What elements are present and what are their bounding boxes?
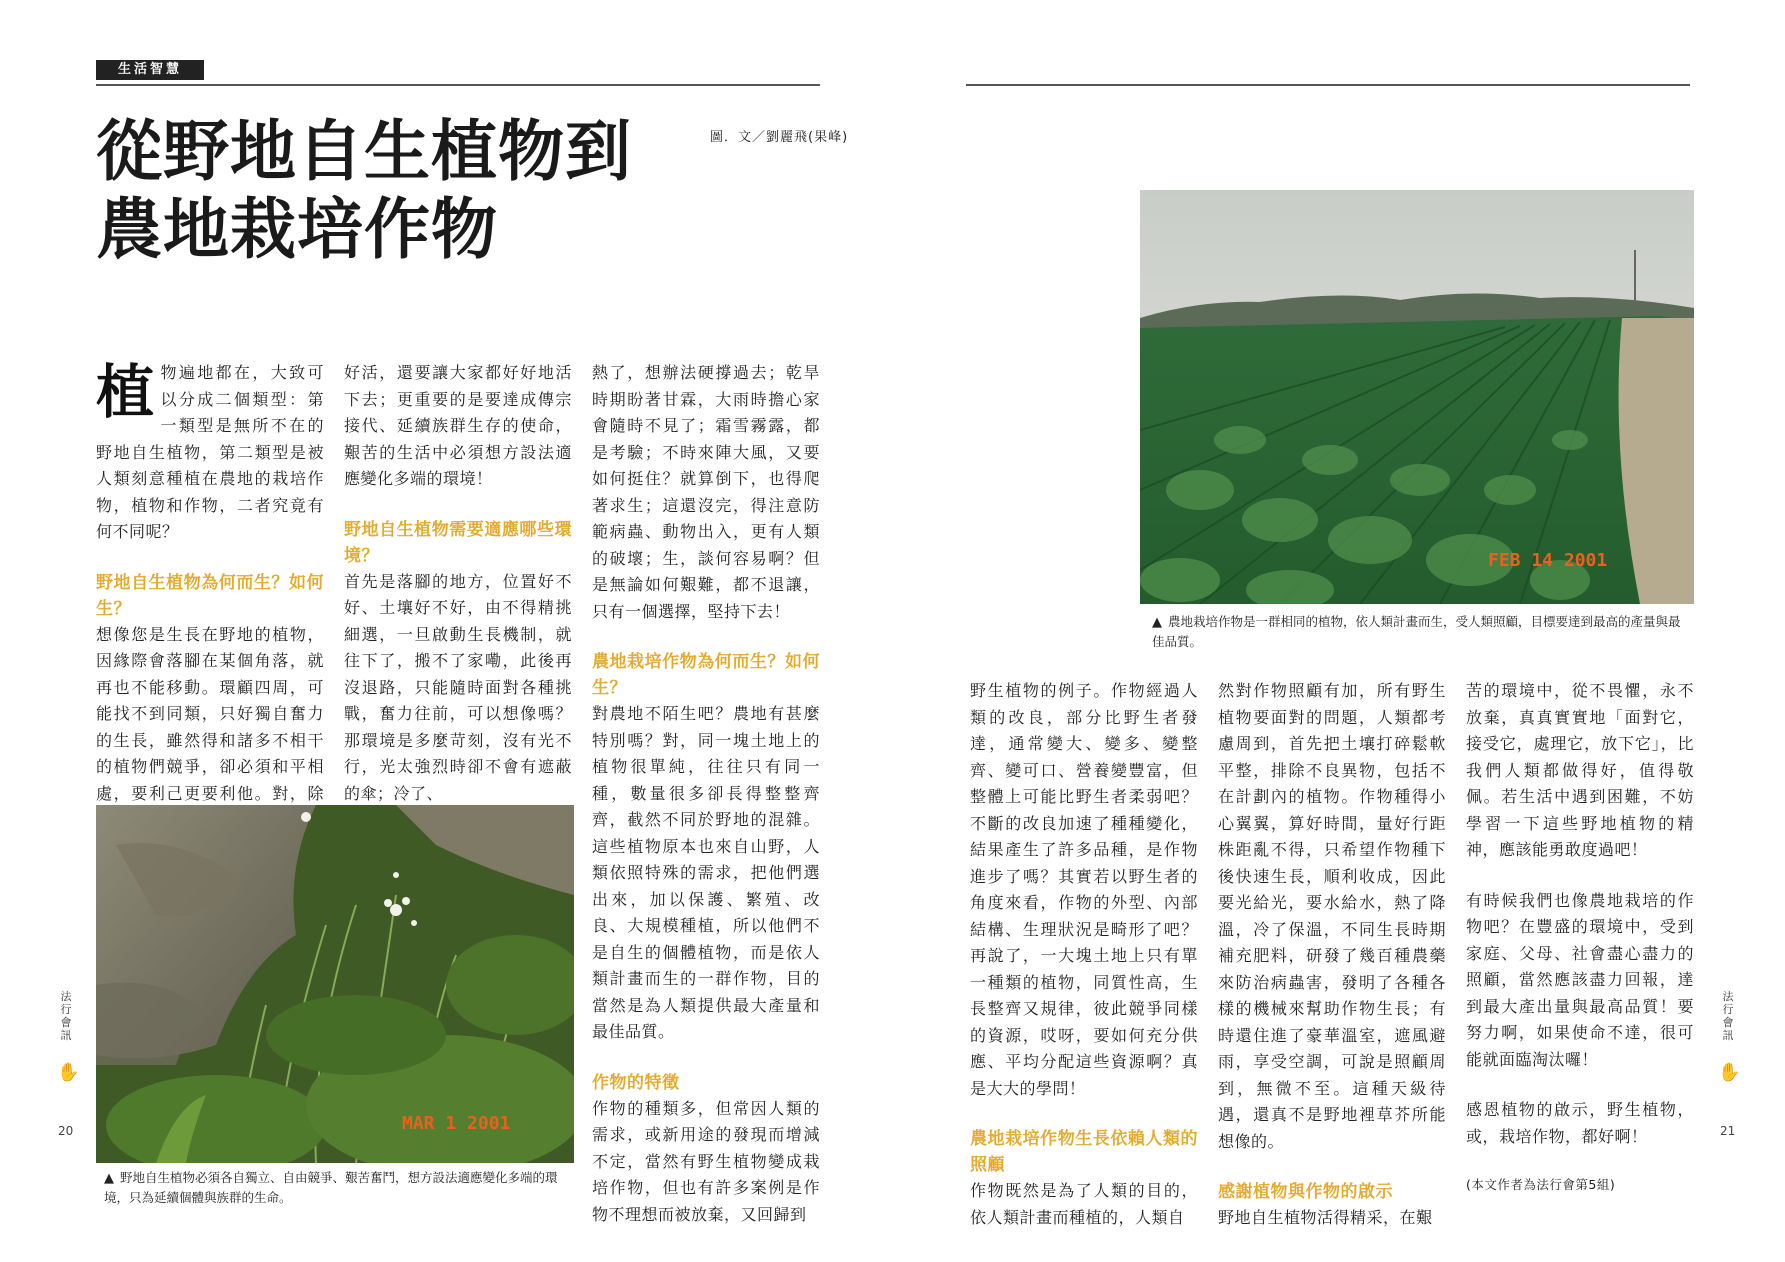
left-vertical-mark: 法行會訊 [60, 990, 72, 1042]
paragraph: 好活，還要讓大家都好好地活下去；更重要的是要達成傳宗接代、延續族群生存的使命，艱苦的生活中必須想方設法適應變化多端的環境！ [344, 363, 572, 488]
drop-cap: 植 [96, 358, 155, 426]
paragraph: 對農地不陌生吧？農地有甚麼特別嗎？對，同一塊土地上的植物很單純，往往只有同一種，數量很多卻長得整整齊齊，截然不同於野地的混雜。這些植物原本也來自山野，人類依照特殊的需求，把他們選出來，加以保護、繁殖、改良、大規模種植，所以他們不是自生的個體植物，而是依人類計畫而生的一群作物，目的當然是為人類提供最大產量和最佳品質。 [592, 704, 820, 1041]
paragraph: 野生植物的例子。作物經過人類的改良，部分比野生者發達，通常變大、變多、變整齊、變可口、營養變豐富，但整體上可能比野生者柔弱吧？不斷的改良加速了種種變化，結果產生了許多品種，是作物進步了嗎？其實若以野生者的角度來看，作物的外型、內部結構、生理狀況是畸形了吧？再說了，一大塊土地上只有單一種類的植物，同質性高，生長整齊又規律，彼此競爭同樣的資源，哎呀，要如何充分供應、平均分配這些資源啊？真是大大的學問！ [970, 681, 1198, 1098]
paragraph: 想像您是生長在野地的植物，因緣際會落腳在某個角落，就再也不能移動。環顧四周，可能找不到同類，只好獨自奮力的生長，雖然得和諸多不相干的植物們競爭，卻必須和平相處，要利己更要利他。對，除 [96, 624, 324, 803]
section-heading: 作物的特徵 [592, 1072, 680, 1093]
paragraph: 作物既然是為了人類的目的，依人類計畫而種植的，人類自 [970, 1181, 1198, 1227]
page-number-right: 21 [1720, 1124, 1736, 1138]
intro-paragraph [96, 360, 324, 546]
photo-date-stamp: MAR 1 2001 [402, 1113, 511, 1134]
triangle-icon: ▲ [104, 1171, 114, 1186]
column-1 [96, 360, 324, 834]
paragraph: 野地自生植物活得精采，在艱 [1218, 1208, 1433, 1227]
section-heading: 野地自生植物為何而生？如何生？ [96, 572, 324, 619]
page-number-left: 20 [58, 1124, 74, 1138]
triangle-icon: ▲ [1152, 615, 1162, 630]
wild-plants-image [96, 805, 574, 1163]
paragraph: 有時候我們也像農地栽培的作物吧？在豐盛的環境中，受到家庭、父母、社會盡心盡力的照顧，當然應該盡力回報，達到最大產出量與最高品質！要努力啊，如果使命不達，很可能就面臨淘汰囉！ [1466, 890, 1694, 1069]
paragraph: 然對作物照顧有加，所有野生植物要面對的問題，人類都考慮周到，首先把土壤打碎鬆軟平整，排除不良異物，包括不在計劃內的植物。作物種得小心翼翼，算好時間，量好行距株距亂不得，只希望作物種下後快速生長，順利收成，因此要光給光，要水給水，熱了降溫，冷了保溫，不同生長時期補充肥料，研發了幾百種農藥來防治病蟲害，發明了各種各樣的機械來幫助作物生長；有時還住進了豪華溫室，遮風避雨，享受空調，可說是照顧周到，無微不至。這種天級待遇，還真不是野地裡草芥所能想像的。 [1218, 681, 1446, 1151]
header-rule-right [966, 84, 1690, 86]
intro-text: 物遍地都在，大致可以分成二個類型：第一類型是無所不在的野地自生植物，第二類型是被人類刻意種植在農地的栽培作物，植物和作物，二者究竟有何不同呢？ [96, 363, 324, 541]
column-4 [970, 678, 1198, 1231]
byline: 圖．文／劉麗飛(果峰) [710, 130, 849, 145]
column-6 [1466, 678, 1694, 1199]
cabbage-field-image [1140, 190, 1694, 604]
caption-text: 農地栽培作物是一群相同的植物，依人類計畫而生，受人類照顧，目標要達到最高的產量與最佳品質。 [1152, 614, 1681, 649]
paragraph: 感恩植物的啟示，野生植物，或，栽培作物，都好啊！ [1466, 1100, 1694, 1146]
column-2 [344, 360, 572, 807]
paragraph: 熱了，想辦法硬撐過去；乾旱時期盼著甘霖，大雨時擔心家會隨時不見了；霜雪霧露，都是考驗；不時來陣大風，又要如何挺住？就算倒下，也得爬著求生；這還沒完，得注意防範病蟲、動物出入，更有人類的破壞；生，談何容易啊？但是無論如何艱難，都不退讓，只有一個選擇，堅持下去！ [592, 363, 820, 621]
title-line-2: 農地栽培作物 [96, 190, 498, 268]
paragraph: 作物的種類多，但常因人類的需求，或新用途的發現而增減不定，當然有野生植物變成栽培作物，但也有許多案例是作物不理想而被放棄，又回歸到 [592, 1098, 820, 1224]
section-heading: 農地栽培作物為何而生？如何生？ [592, 652, 820, 698]
paragraph: 苦的環境中，從不畏懼，永不放棄，真真實實地「面對它，接受它，處理它，放下它」，比我們人類都做得好，值得敬佩。若生活中遇到困難，不妨學習一下這些野地植物的精神，應該能勇敢度過吧！ [1466, 681, 1694, 859]
section-heading: 感謝植物與作物的啟示 [1218, 1182, 1393, 1202]
article-title [96, 112, 656, 268]
section-heading: 農地栽培作物生長依賴人類的照顧 [970, 1129, 1198, 1175]
header-rule-left [96, 84, 820, 86]
section-tag: 生活智慧 [96, 60, 204, 80]
cabbage-field-caption [1152, 612, 1692, 651]
title-line-1: 從野地自生植物到 [96, 112, 632, 190]
wild-plants-caption [104, 1168, 574, 1207]
author-note: (本文作者為法行會第5組) [1466, 1177, 1616, 1192]
column-5 [1218, 678, 1446, 1232]
wild-plants-photo [96, 805, 574, 1163]
hand-icon: ✋ [57, 1062, 80, 1083]
column-3 [592, 360, 820, 1228]
caption-text: 野地自生植物必須各自獨立、自由競爭、艱苦奮鬥，想方設法適應變化多端的環境，只為延續個體與族群的生命。 [104, 1170, 558, 1205]
hand-icon: ✋ [1718, 1062, 1741, 1083]
paragraph: 首先是落腳的地方，位置好不好、土壤好不好，由不得精挑細選，一旦啟動生長機制，就往下了，搬不了家嘞，此後再沒退路，只能隨時面對各種挑戰，奮力往前，可以想像嗎？那環境是多麼苛刻，沒有光不行，光太強烈時卻不會有遮蔽的傘；冷了、 [344, 571, 572, 803]
cabbage-field-photo [1140, 190, 1694, 604]
section-heading: 野地自生植物需要適應哪些環境？ [344, 519, 572, 566]
right-vertical-mark: 法行會訊 [1722, 990, 1734, 1042]
photo-date-stamp: FEB 14 2001 [1488, 550, 1608, 571]
